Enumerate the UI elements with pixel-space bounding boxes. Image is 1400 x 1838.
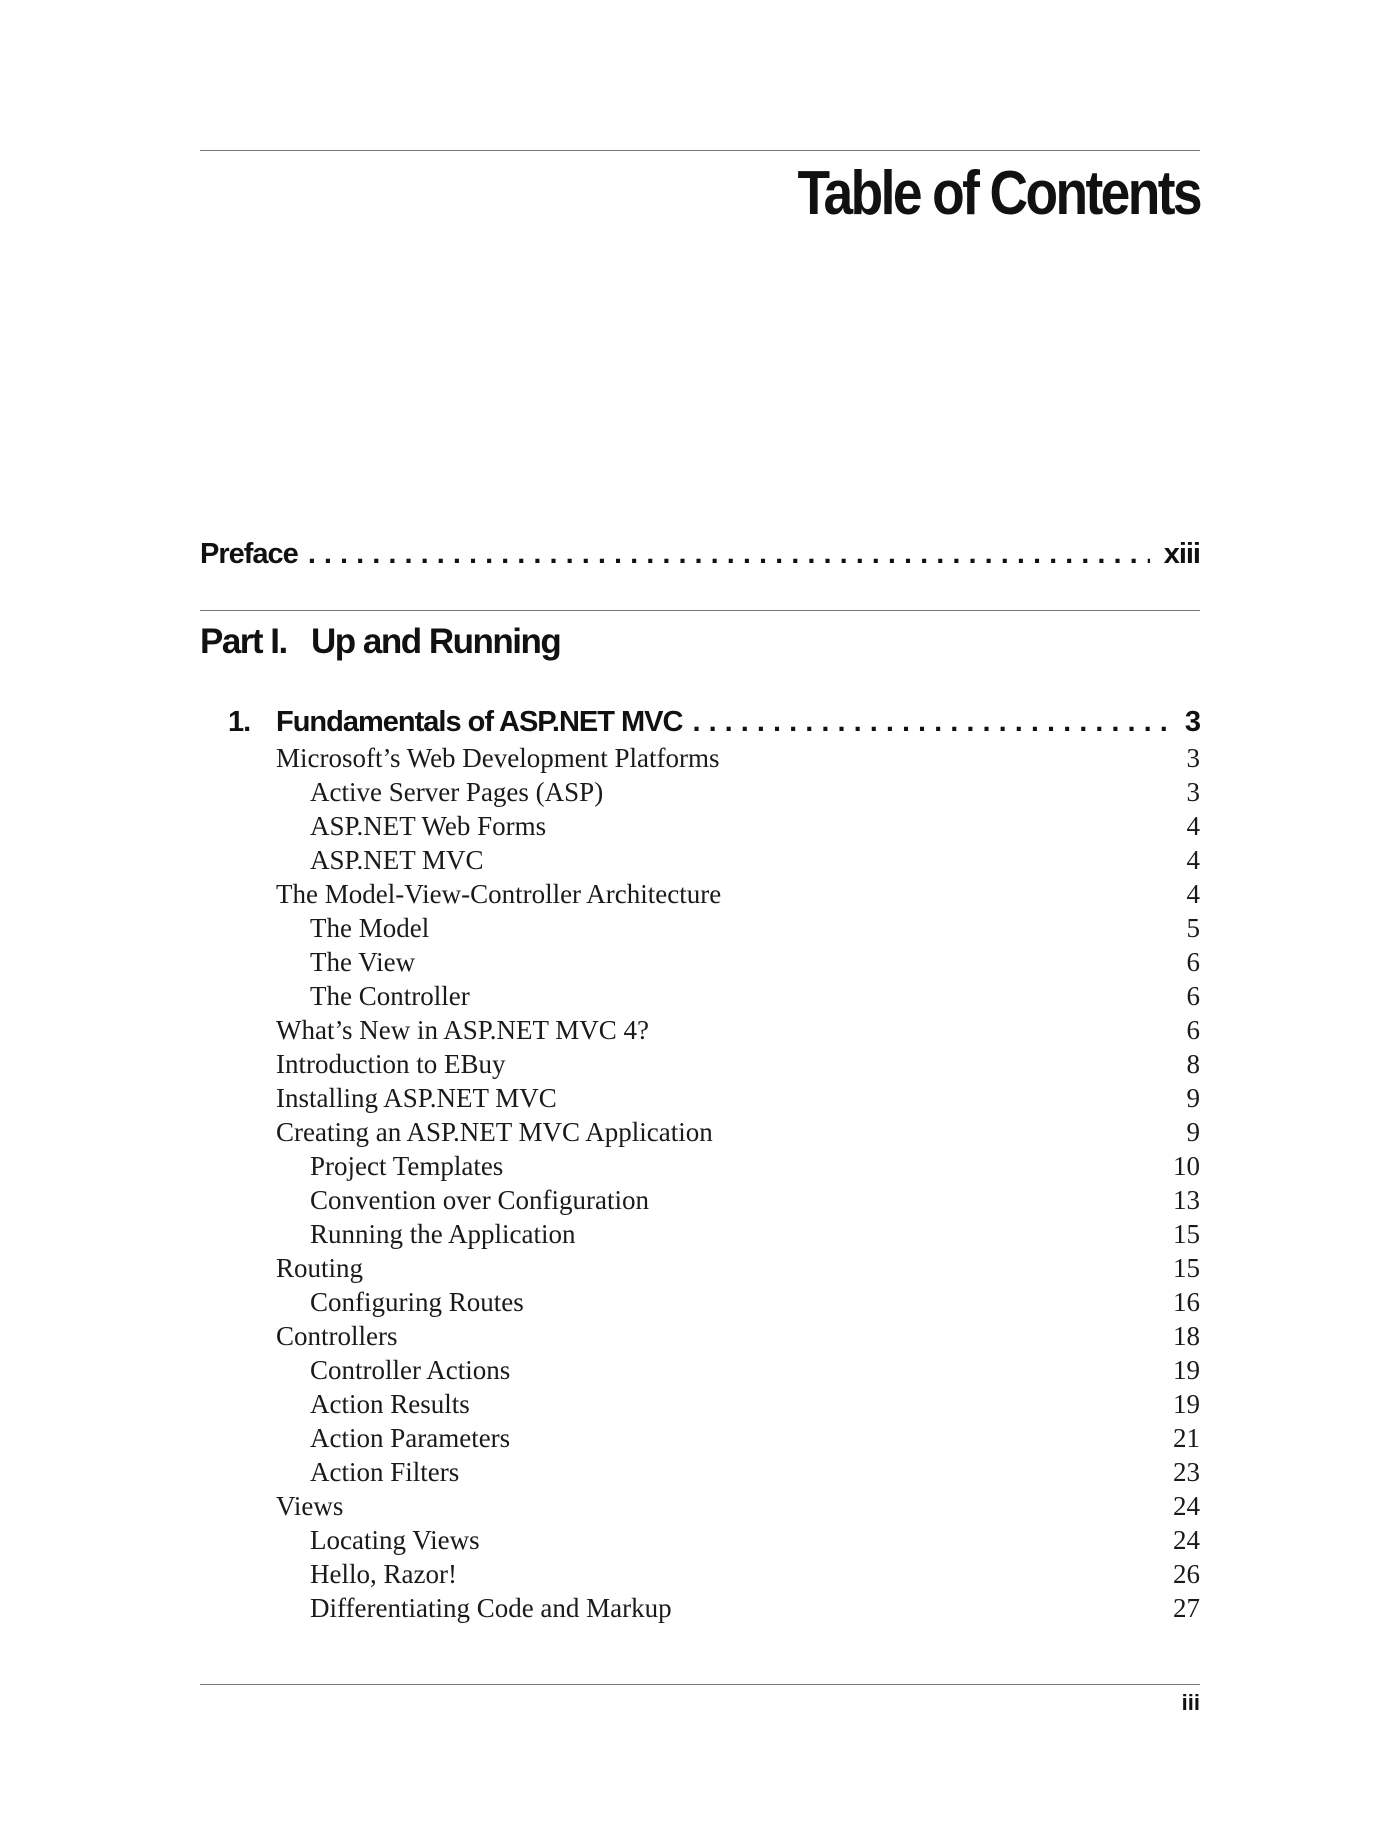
toc-entry-page-number: 24 [1173, 1525, 1200, 1555]
preface-label: Preface [200, 538, 298, 570]
chapter-number: 1. [228, 706, 251, 738]
toc-entry-label: Views [276, 1491, 344, 1521]
toc-entry[interactable] [276, 1047, 1200, 1081]
top-rule [200, 150, 1200, 151]
toc-entry[interactable] [276, 1251, 1200, 1285]
toc-entry-label: Hello, Razor! [310, 1559, 457, 1589]
page-folio: iii [1181, 1690, 1200, 1715]
toc-entry-page-number: 27 [1173, 1593, 1200, 1623]
preface-page-number: xiii [1163, 538, 1200, 570]
toc-entry-page-number: 23 [1173, 1457, 1200, 1487]
toc-entry[interactable] [276, 911, 1200, 945]
toc-entry-page-number: 26 [1173, 1559, 1200, 1589]
toc-entry-label: Running the Application [310, 1219, 576, 1249]
toc-entry-page-number: 6 [1186, 1015, 1200, 1045]
toc-chapter-entry[interactable] [228, 706, 1200, 739]
bottom-rule [200, 1684, 1200, 1685]
toc-entry-page-number: 18 [1173, 1321, 1200, 1351]
toc-section-list [276, 741, 1200, 1625]
toc-entry-label: The Model [310, 913, 430, 943]
toc-entry-page-number: 15 [1173, 1219, 1200, 1249]
toc-entry-label: ASP.NET MVC [310, 845, 484, 875]
toc-entry-page-number: 19 [1173, 1355, 1200, 1385]
toc-entry[interactable] [276, 1013, 1200, 1047]
toc-entry-page-number: 15 [1173, 1253, 1200, 1283]
toc-preface-entry[interactable] [200, 538, 1200, 571]
toc-entry-page-number: 21 [1173, 1423, 1200, 1453]
toc-entry-label: The Model-View-Controller Architecture [276, 879, 722, 909]
dot-leader [692, 706, 1170, 739]
toc-entry-label: Action Parameters [310, 1423, 511, 1453]
toc-entry-label: The View [310, 947, 416, 977]
part-number: Part I. [200, 622, 287, 661]
toc-entry[interactable] [276, 1081, 1200, 1115]
toc-entry[interactable] [276, 945, 1200, 979]
toc-entry[interactable] [276, 1353, 1200, 1387]
toc-entry-page-number: 24 [1173, 1491, 1200, 1521]
toc-entry-label: Action Results [310, 1389, 470, 1419]
toc-entry-label: Microsoft’s Web Development Platforms [276, 743, 720, 773]
toc-entry[interactable] [276, 1523, 1200, 1557]
toc-entry-label: What’s New in ASP.NET MVC 4? [276, 1015, 650, 1045]
toc-entry-page-number: 9 [1186, 1117, 1200, 1147]
toc-entry-page-number: 8 [1186, 1049, 1200, 1079]
toc-entry[interactable] [276, 1455, 1200, 1489]
toc-entry-label: Controller Actions [310, 1355, 511, 1385]
toc-entry-label: Creating an ASP.NET MVC Application [276, 1117, 713, 1147]
chapter-title: Fundamentals of ASP.NET MVC [276, 706, 683, 738]
toc-entry-page-number: 4 [1186, 845, 1200, 875]
toc-entry-page-number: 6 [1186, 947, 1200, 977]
toc-entry[interactable] [276, 843, 1200, 877]
part-title: Up and Running [311, 622, 561, 661]
toc-entry-label: Project Templates [310, 1151, 504, 1181]
toc-entry[interactable] [276, 979, 1200, 1013]
chapter-page-number: 3 [1184, 706, 1200, 738]
toc-entry-label: Differentiating Code and Markup [310, 1593, 672, 1623]
toc-entry-label: Action Filters [310, 1457, 460, 1487]
page-title: Table of Contents [797, 159, 1200, 228]
toc-entry-label: Routing [276, 1253, 364, 1283]
toc-entry[interactable] [276, 775, 1200, 809]
toc-entry[interactable] [276, 809, 1200, 843]
toc-entry-page-number: 6 [1186, 981, 1200, 1011]
toc-entry-page-number: 16 [1173, 1287, 1200, 1317]
dot-leader [308, 538, 1150, 571]
toc-entry[interactable] [276, 1591, 1200, 1625]
toc-entry[interactable] [276, 1489, 1200, 1523]
toc-entry[interactable] [276, 1319, 1200, 1353]
part-rule [200, 610, 1200, 611]
toc-entry[interactable] [276, 1285, 1200, 1319]
part-heading[interactable] [200, 622, 560, 662]
toc-entry-page-number: 13 [1173, 1185, 1200, 1215]
toc-entry-label: Controllers [276, 1321, 398, 1351]
toc-entry[interactable] [276, 1217, 1200, 1251]
toc-entry-page-number: 10 [1173, 1151, 1200, 1181]
toc-entry-label: Active Server Pages (ASP) [310, 777, 604, 807]
toc-entry[interactable] [276, 741, 1200, 775]
toc-entry-label: Locating Views [310, 1525, 480, 1555]
toc-entry-label: Configuring Routes [310, 1287, 524, 1317]
toc-entry-page-number: 3 [1186, 777, 1200, 807]
toc-entry-label: Installing ASP.NET MVC [276, 1083, 557, 1113]
toc-entry-page-number: 9 [1186, 1083, 1200, 1113]
toc-entry-page-number: 19 [1173, 1389, 1200, 1419]
toc-entry[interactable] [276, 1557, 1200, 1591]
toc-entry-label: Introduction to EBuy [276, 1049, 506, 1079]
toc-entry[interactable] [276, 1149, 1200, 1183]
toc-entry-page-number: 4 [1186, 811, 1200, 841]
toc-entry-page-number: 3 [1186, 743, 1200, 773]
toc-entry[interactable] [276, 1183, 1200, 1217]
toc-entry[interactable] [276, 1115, 1200, 1149]
toc-entry[interactable] [276, 877, 1200, 911]
toc-entry-label: Convention over Configuration [310, 1185, 649, 1215]
toc-entry-label: The Controller [310, 981, 470, 1011]
toc-entry-page-number: 5 [1186, 913, 1200, 943]
toc-entry-label: ASP.NET Web Forms [310, 811, 547, 841]
toc-entry[interactable] [276, 1387, 1200, 1421]
toc-entry[interactable] [276, 1421, 1200, 1455]
toc-entry-page-number: 4 [1186, 879, 1200, 909]
